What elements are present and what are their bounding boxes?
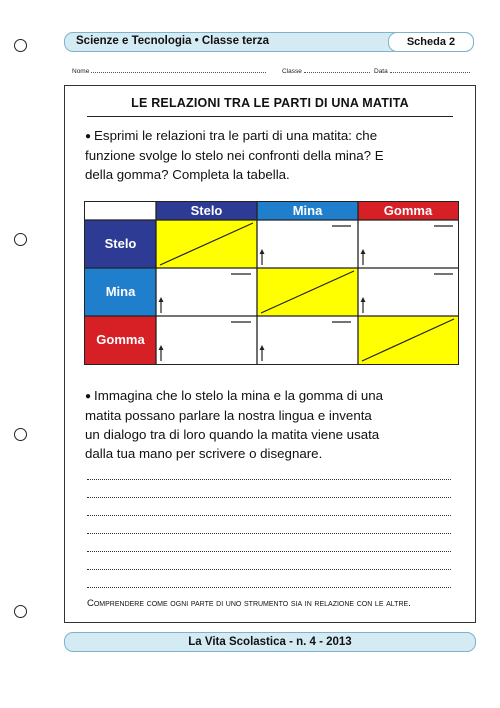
row-header-mina: Mina: [85, 268, 156, 316]
binder-hole: [14, 39, 27, 52]
date-field[interactable]: [374, 66, 470, 75]
relation-table: [84, 201, 459, 365]
instruction-1: ● Esprimi le relazioni tra le parti di una matita: che funzione svolge lo stelo nei confronti della mina? E della gomma? Completa la tabella.: [85, 128, 384, 182]
exercise-frame: [64, 85, 476, 623]
publication-footer: La Vita Scolastica - n. 4 - 2013: [64, 632, 476, 652]
writing-line[interactable]: [87, 479, 451, 480]
bullet-icon: ●: [85, 131, 92, 142]
binder-hole: [14, 233, 27, 246]
table-grid: [85, 202, 458, 364]
worksheet-number: Scheda 2: [388, 32, 474, 52]
writing-line[interactable]: [87, 533, 451, 534]
writing-line[interactable]: [87, 515, 451, 516]
writing-line[interactable]: [87, 587, 451, 588]
bullet-icon: ●: [85, 391, 92, 402]
name-label: Nome: [72, 68, 90, 75]
binder-hole: [14, 605, 27, 618]
writing-line[interactable]: [87, 569, 451, 570]
row-header-gomma: Gomma: [85, 316, 156, 364]
date-label: Data: [374, 68, 388, 75]
column-header-gomma: Gomma: [358, 202, 458, 220]
title-underline: [87, 116, 453, 117]
learning-goal: Comprendere come ogni parte di uno strumento sia in relazione con le altre.: [87, 598, 411, 609]
row-header-stelo: Stelo: [85, 220, 156, 268]
name-field[interactable]: [72, 66, 266, 75]
subject-title: Scienze e Tecnologia • Classe terza: [76, 35, 270, 47]
binder-hole: [14, 428, 27, 441]
class-field[interactable]: [282, 66, 370, 75]
column-header-mina: Mina: [257, 202, 358, 220]
header-bar: [64, 32, 474, 52]
writing-line[interactable]: [87, 551, 451, 552]
column-header-stelo: Stelo: [156, 202, 257, 220]
class-label: Classe: [282, 68, 302, 75]
instruction-2: ● Immagina che lo stelo la mina e la gomma di una matita possano parlare la nostra lingua e inventa un dialogo tra di loro quando la matita viene usata dalla tua mano per scrivere o disegnare.: [85, 388, 384, 461]
page-title: LE RELAZIONI TRA LE PARTI DI UNA MATITA: [131, 96, 409, 110]
writing-line[interactable]: [87, 497, 451, 498]
